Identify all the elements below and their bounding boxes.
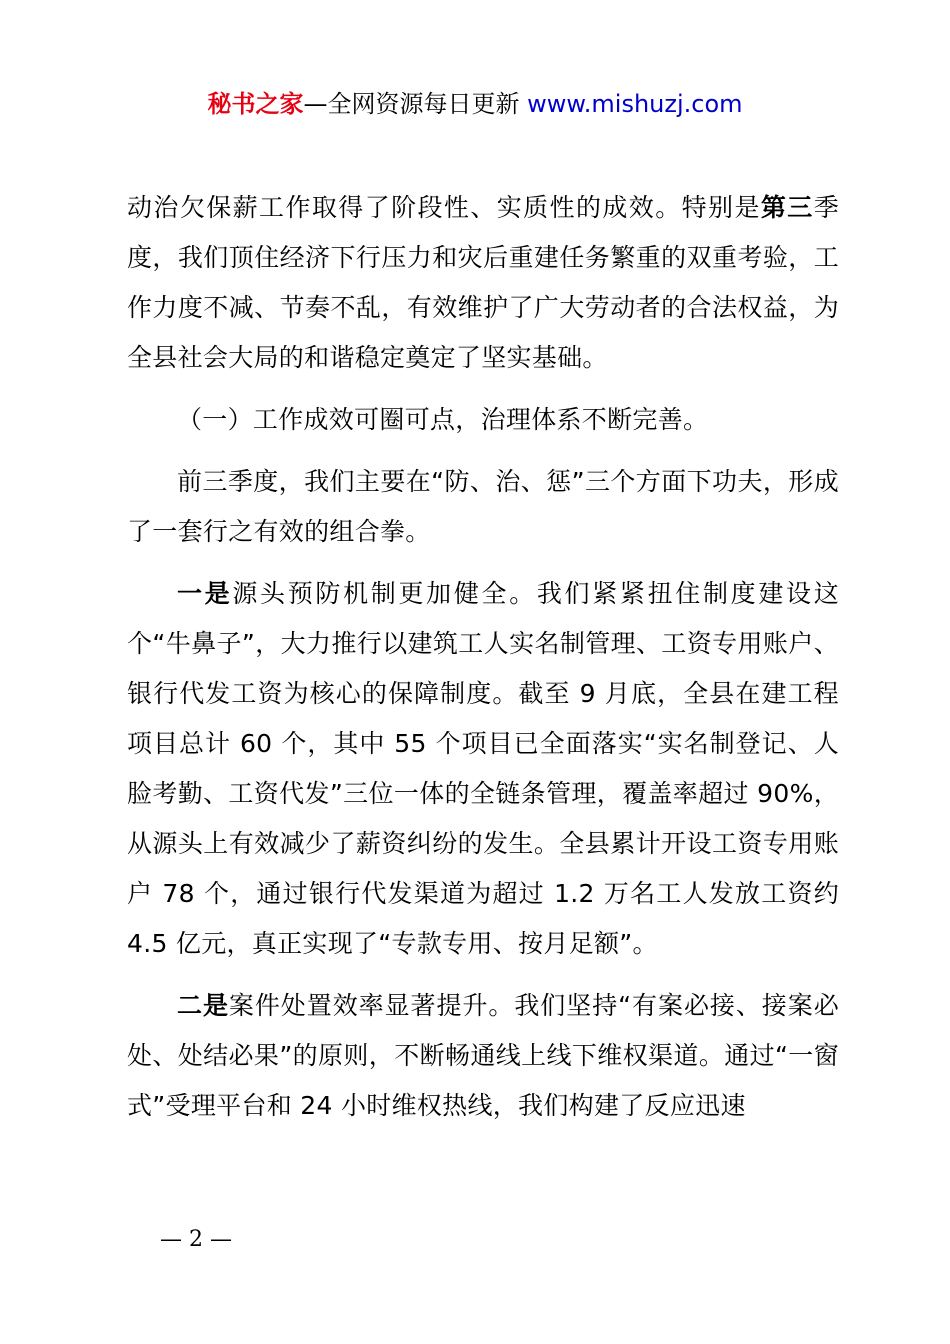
paragraph-intro	[127, 457, 839, 557]
site-brand-name: 秘书之家	[207, 90, 304, 118]
site-url: www.mishuzj.com	[527, 90, 743, 118]
paragraph-4-bold: 一是	[177, 579, 233, 608]
paragraph-1-bold: 第三	[760, 193, 814, 222]
paragraph-4-text: 源头预防机制更加健全。我们紧紧扭住制度建设这个“牛鼻子”，大力推行以建筑工人实名制管理、工资专用账户、银行代发工资为核心的保障制度。截至 9 月底，全县在建工程项目总计 60 个，其中 55 个项目已全面落实“实名制登记、人脸考勤、工资代发”三位一体的全链条管理，覆盖率超过 90%，从源头上有效减少了薪资纠纷的发生。全县累计开设工资专用账户 78 个，通过银行代发渠道为超过 1.2 万名工人发放工资约 4.5 亿元，真正实现了“专款专用、按月足额”。	[127, 579, 839, 958]
paragraph-3-text: 前三季度，我们主要在“防、治、惩”三个方面下功夫，形成了一套行之有效的组合拳。	[127, 467, 839, 546]
paragraph-5-bold: 二是	[177, 991, 229, 1020]
paragraph-point-one	[127, 569, 839, 969]
paragraph-1-text-b: 季度，我们顶住经济下行压力和灾后重建任务繁重的双重考验，工作力度不减、节奏不乱，有效维护了广大劳动者的合法权益，为全县社会大局的和谐稳定奠定了坚实基础。	[127, 193, 839, 372]
section-heading-1	[127, 395, 839, 445]
section-heading-1-text: （一）工作成效可圈可点，治理体系不断完善。	[177, 405, 709, 434]
paragraph-1-text-a: 动治欠保薪工作取得了阶段性、实质性的成效。特别是	[127, 193, 761, 222]
paragraph-continuation	[127, 183, 839, 383]
paragraph-point-two	[127, 981, 839, 1131]
site-watermark-header	[0, 86, 950, 122]
page-number: — 2 —	[160, 1227, 232, 1252]
paragraph-5-text: 案件处置效率显著提升。我们坚持“有案必接、接案必处、处结必果”的原则，不断畅通线上线下维权渠道。通过“一窗式”受理平台和 24 小时维权热线，我们构建了反应迅速	[127, 991, 839, 1120]
header-tagline: 全网资源每日更新	[327, 90, 520, 118]
header-dash: —	[303, 90, 328, 118]
document-body	[127, 183, 839, 1143]
